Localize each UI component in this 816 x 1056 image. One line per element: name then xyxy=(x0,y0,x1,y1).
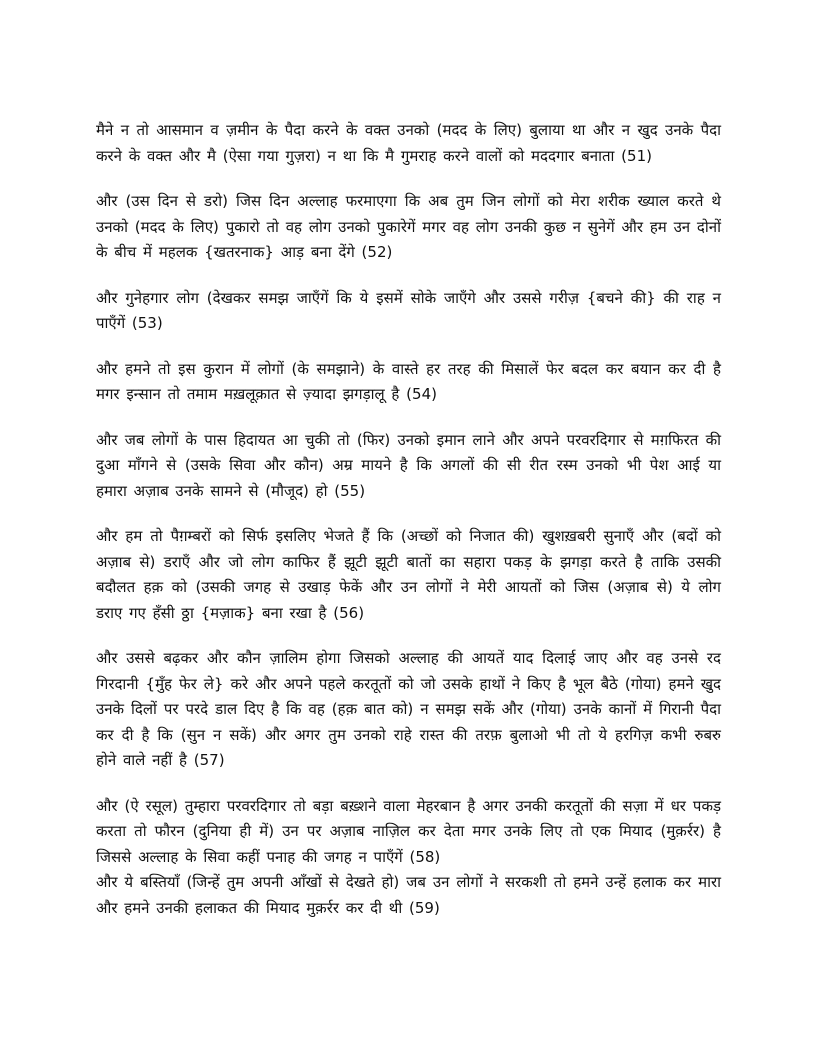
paragraph-verse-55: और जब लोगों के पास हिदायत आ चुकी तो (फिर) उनको इमान लाने और अपने परवरदिगार से मग़फिरत की दुआ माँगने से (उसके सिवा और कौन) अम्र मायने है कि अगलों की सी रीत रस्म उनको भी पेश आई या हमारा अज़ाब उनके सामने से (मौजूद) हो (55) xyxy=(96,430,721,500)
paragraph-verse-58: और (ऐ रसूल) तुम्हारा परवरदिगार तो बड़ा बख़्शने वाला मेहरबान है अगर उनकी करतूतों की सज़ा में धर पकड़ करता तो फौरन (दुनिया ही में) उन पर अज़ाब नाज़िल कर देता मगर उनके लिए तो एक मियाद (मुक़र्रर) है जिससे अल्लाह के सिवा कहीं पनाह की जगह न पाएँगें (58) xyxy=(96,796,721,866)
paragraph-verse-56: और हम तो पैग़म्बरों को सिर्फ इसलिए भेजते हैं कि (अच्छों को निजात की) खुशख़बरी सुनाएँ और (बदों को अज़ाब से) डराएँ और जो लोग काफिर हैं झूटी झूटी बातों का सहारा पकड़ के झगड़ा करते है ताकि उसकी बदौलत हक़ को (उसकी जगह से उखाड़ फेकें और उन लोगों ने मेरी आयतों को जिस (अज़ाब से) ये लोग डराए गए हँसी ठ्ठा {मज़ाक} बना रखा है (56) xyxy=(96,527,721,622)
paragraph-verse-52: और (उस दिन से डरो) जिस दिन अल्लाह फरमाएगा कि अब तुम जिन लोगों को मेरा शरीक ख्याल करते थे उनको (मदद के लिए) पुकारो तो वह लोग उनको पुकारेगें मगर वह लोग उनकी कुछ न सुनेगें और हम उन दोनों के बीच में महलक {खतरनाक} आड़ बना देंगे (52) xyxy=(96,192,721,261)
paragraph-verse-57: और उससे बढ़कर और कौन ज़ालिम होगा जिसको अल्लाह की आयतें याद दिलाई जाए और वह उनसे रद गिरदानी {मुँह फेर ले} करे और अपने पहले करतूतों को जो उसके हाथों ने किए है भूल बैठे (गोया) हमने खुद उनके दिलों पर परदे डाल दिए है कि वह (हक़ बात को) न समझ सकें और (गोया) उनके कानों में गिरानी पैदा कर दी है कि (सुन न सकें) और अगर तुम उनको राहे रास्त की तरफ़ बुलाओ भी तो ये हरगिज़ कभी रुबरु होने वाले नहीं है (57) xyxy=(96,649,721,769)
paragraph-verse-59: और ये बस्तियाँ (जिन्हें तुम अपनी आँखों से देखते हो) जब उन लोगों ने सरकशी तो हमने उन्हें हलाक कर मारा और हमने उनकी हलाकत की मियाद मुक़र्रर कर दी थी (59) xyxy=(96,873,721,917)
paragraph-verse-51: मैने न तो आसमान व ज़मीन के पैदा करने के वक्त उनको (मदद के लिए) बुलाया था और न खुद उनके पैदा करने के वक्त और मै (ऐसा गया गुज़रा) न था कि मै गुमराह करने वालों को मददगार बनाता (51) xyxy=(96,121,721,165)
paragraph-verse-53: और गुनेहगार लोग (देखकर समझ जाएँगें कि ये इसमें सोके जाएँगे और उससे गरीज़ {बचने की} की राह न पाएँगें (53) xyxy=(96,288,721,332)
document-body xyxy=(96,118,721,921)
paragraph-verse-54: और हमने तो इस कुरान में लोगों (के समझाने) के वास्ते हर तरह की मिसालें फेर बदल कर बयान कर दी है मगर इन्सान तो तमाम मख़लूक़ात से ज़्यादा झगड़ालू है (54) xyxy=(96,359,721,403)
